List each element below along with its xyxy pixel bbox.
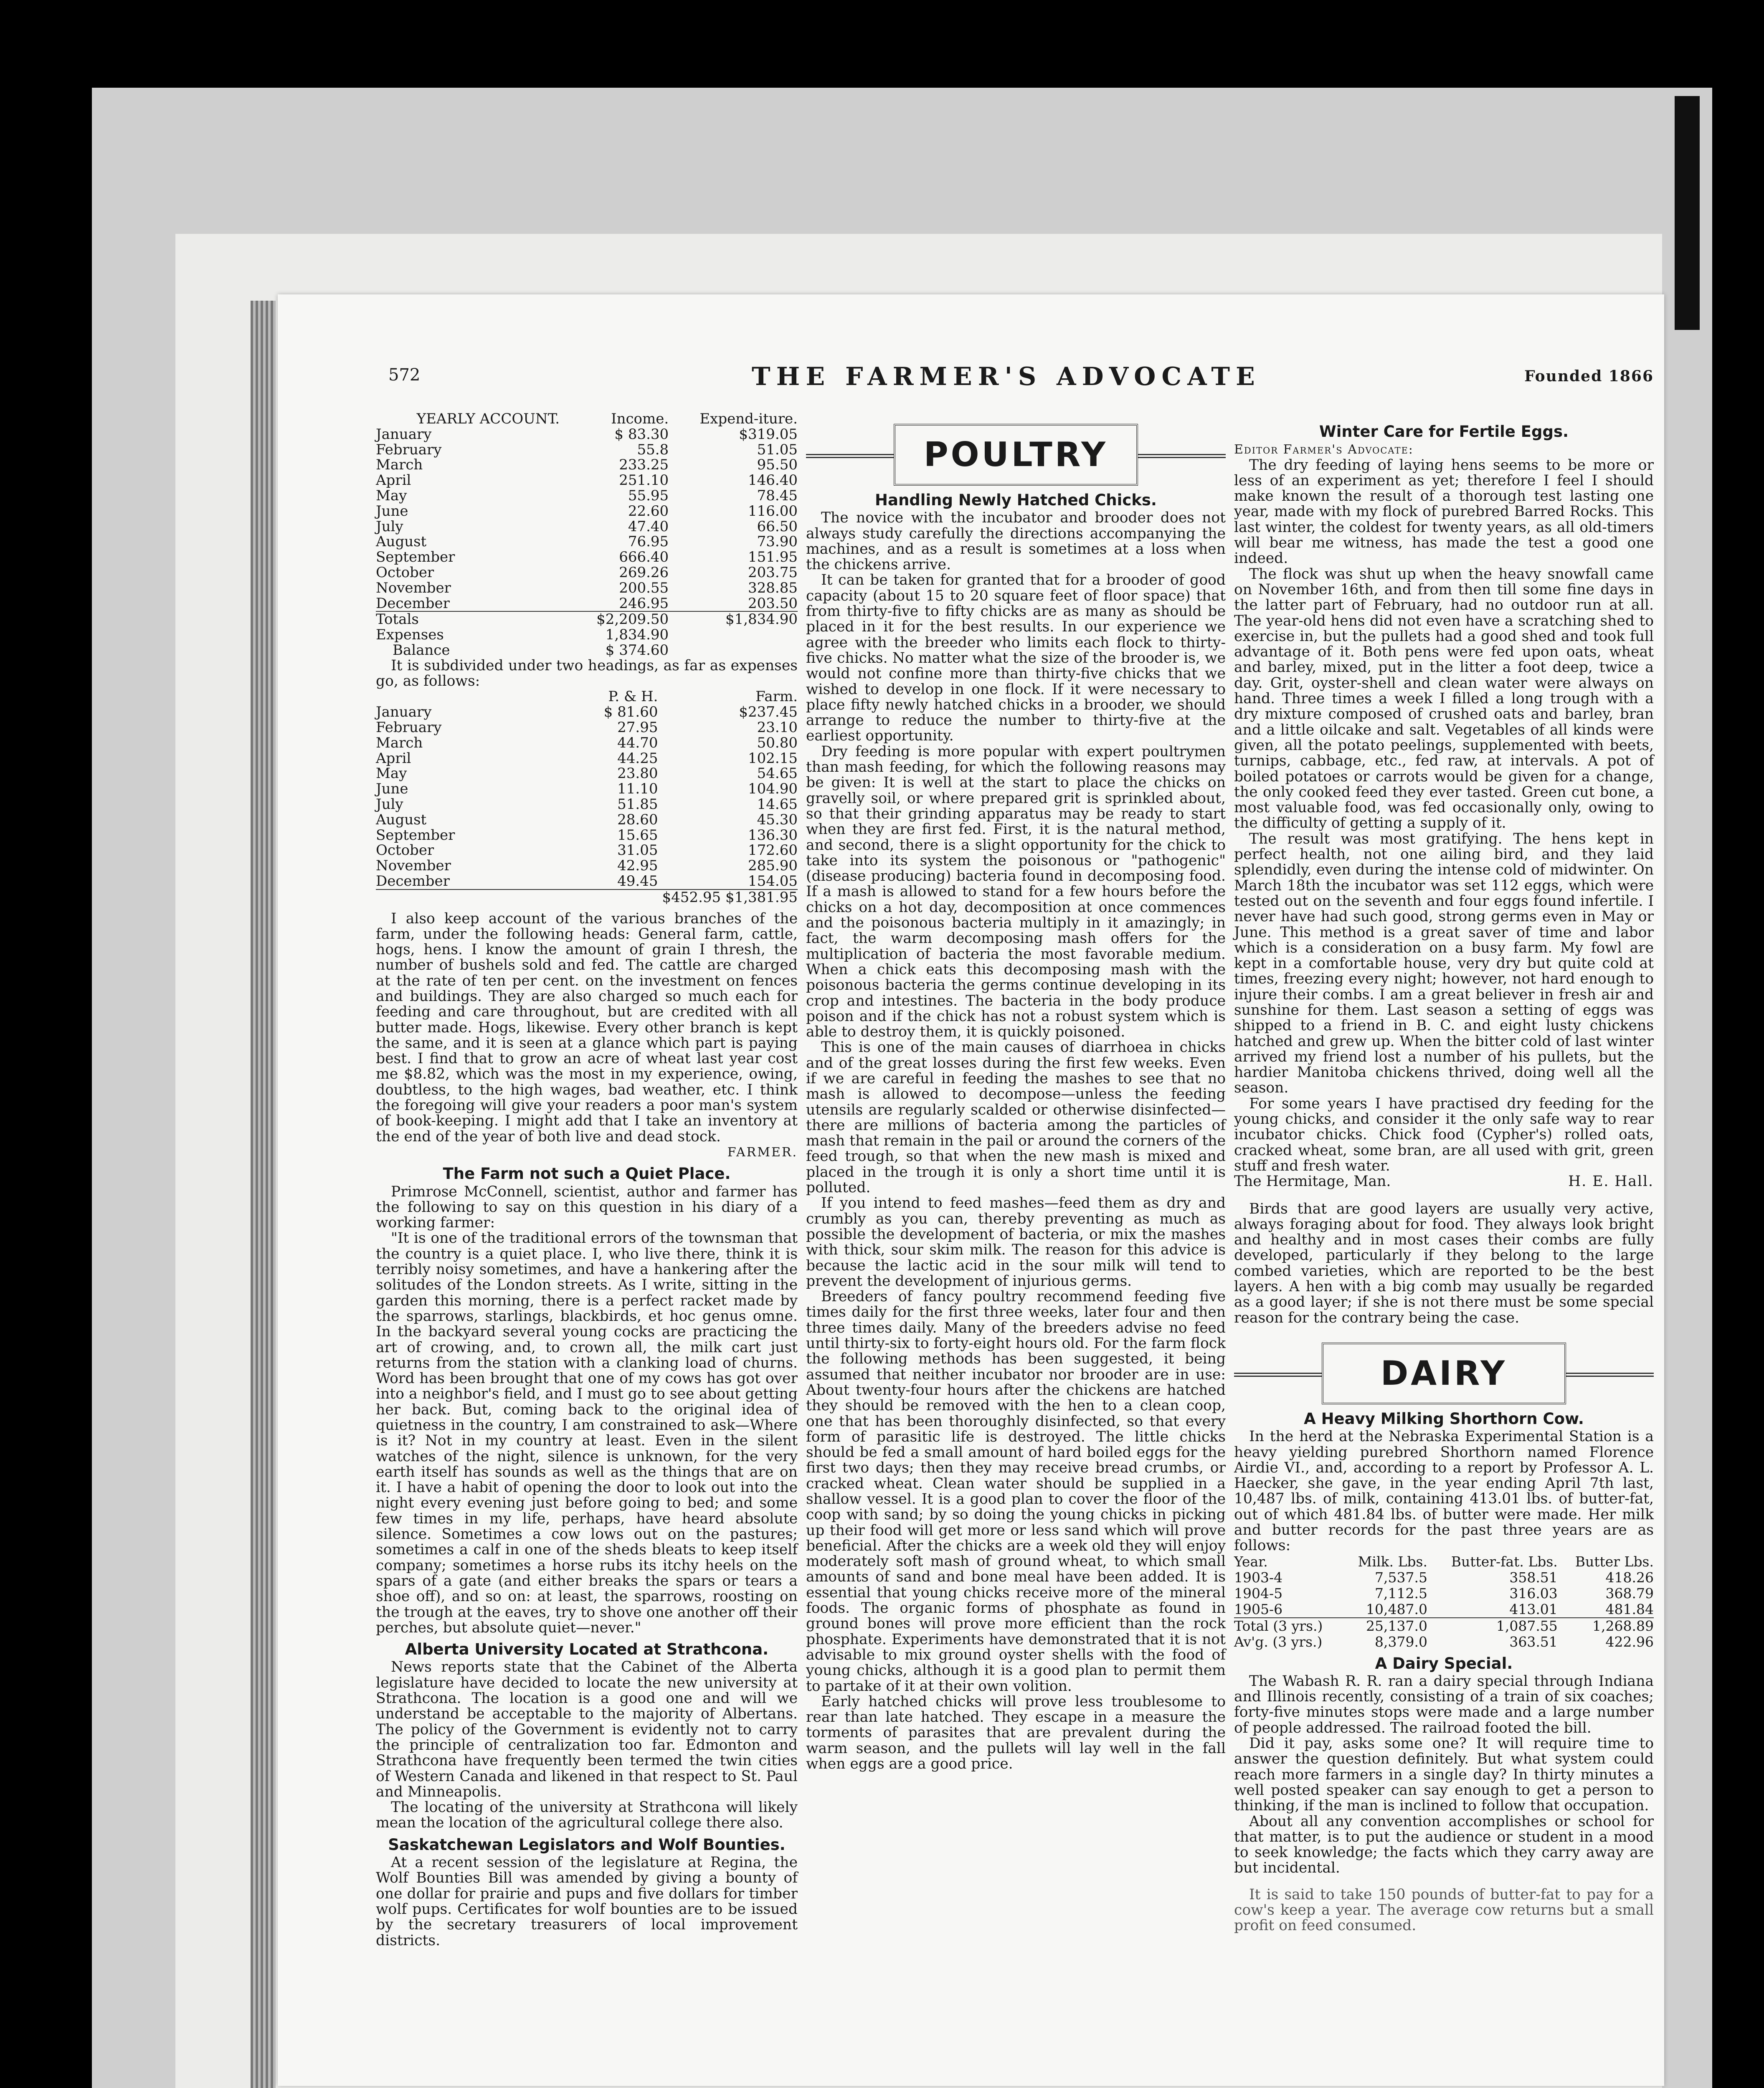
para-chicks-1: The novice with the incubator and brooder does not always study carefully the directions accompanying the machines, and as a result is sometimes at a loss when the chickens arrive. (806, 509, 1226, 573)
herd-avg-row: Av'g. (3 yrs.) 8,379.0 363.51 422.96 (1234, 1633, 1654, 1650)
branch-row: January $ 81.60 $237.45 (376, 704, 798, 721)
branch-row: August 28.60 45.30 (376, 811, 798, 828)
signature-hall (1234, 1174, 1654, 1189)
totals-income: $2,209.50 (572, 611, 669, 627)
branch-row: July 51.85 14.65 (376, 796, 798, 813)
heading-dairy-special: A Dairy Special. (1375, 1654, 1513, 1672)
account-row: July 47.40 66.50 (376, 518, 798, 535)
col-expend-header: Expend-iture. (700, 411, 798, 427)
account-row: October 269.26 203.75 (376, 564, 798, 581)
scan-edge-dark (1675, 96, 1700, 330)
heading-saskatchewan: Saskatchewan Legislators and Wolf Bounties. (388, 1835, 786, 1854)
para-butter-fat: It is said to take 150 pounds of butter-fat to pay for a cow's keep a year. The average cow returns but a small profit on feed consumed. (1234, 1886, 1654, 1934)
col-income-header: Income. (611, 411, 669, 427)
branch-row: December 49.45 154.05 (376, 872, 798, 889)
editor-salutation: Editor Farmer's Advocate: (1234, 442, 1414, 457)
account-row: November 200.55 328.85 (376, 579, 798, 596)
account-row: January $ 83.30 $319.05 (376, 426, 798, 443)
para-quiet-2: "It is one of the traditional errors of the townsman that the country is a quiet place. I, who live there, think it is terribly noisy sometimes, and have a hankering after the solitudes of the London streets. As I write, sitting in the garden this morning, there is a perfect racket made by the sparrows, starlings, blackbirds, et hoc genus omne. In the backyard several young cocks are practicing the art of crowing, and, to crown all, the milk cart just returns from the station with a clanking load of churns. Word has been brought that one of my cows has got over into a neighbor's field, and I must go to see about getting her back. But, coming back to the original idea of quietness in the country, I am constrained to ask—Where is it? Not in my country at least. Even in the silent watches of the night, silence is unknown, for the very earth itself has sounds as well as the things that are on it. I have a habit of opening the door to look out into the night every evening just before going to bed; and some few times in my life, perhaps, have heard absolute silence. Sometimes a cow lows out on the pastures; sometimes a calf in one of the sheds bleats to keep itself company; sometimes a horse rubs its itchy heels on the spars of a gate (and either breaks the spars or tears a shoe off), and so on: at least, the sparrows, roosting on the trough at the eaves, try to shove one another off their perches, but absolute quiet—never." (376, 1230, 798, 1636)
heading-alberta: Alberta University Located at Strathcona. (405, 1640, 769, 1659)
branch-row: March 44.70 50.80 (376, 734, 798, 751)
para-winter-2: The flock was shut up when the heavy snowfall came on November 16th, and from then till some fine days in the latter part of February, had no outdoor run at all. The year-old hens did not even have a scratching shed to exercise in, but the pullets had a good shed and took full advantage of it. Both pens were fed upon oats, wheat and barley, mixed, put in the litter a foot deep, twice a day. Grit, oyster-shell and clean water were always on hand. Three times a week I filled a long trough with a dry mixture composed of crushed oats and barley, bran and a little oilcake and salt. Vegetables of all kinds were given, all the potato peelings, supplemented with beets, turnips, cabbage, etc., fed raw, at intervals. A pot of boiled potatoes or carrots would be given for a change, the only cooked feed they ever tasted. Green cut bone, a most valuable food, was fed occasionally only, owing to the difficulty of getting a supply of it. (1234, 565, 1654, 832)
expenses-label: Expenses (376, 626, 444, 644)
para-special-1: The Wabash R. R. ran a dairy special through Indiana and Illinois recently, consisting of a train of six coaches; forty-five minutes stops were made and a large number of people addressed. The railroad footed the bill. (1234, 1672, 1654, 1736)
heading-chicks: Handling Newly Hatched Chicks. (875, 491, 1157, 509)
herd-total-row: Total (3 yrs.) 25,137.0 1,087.55 1,268.89 (1234, 1617, 1654, 1634)
para-chicks-6: Breeders of fancy poultry recommend feeding five times daily for the first three weeks, later four and then three times daily. Many of the breeders advise no feed until thirty-six to forty-eight hours old. For the farm flock the following methods has been suggested, it being assumed that neither incubator nor brooder are in use: About twenty-four hours after the chickens are hatched they should be removed with the hen to a clean coop, one that has been thoroughly disinfected, so that every form of parasitic life is destroyed. The little chicks should be fed a small amount of hard boiled eggs for the first two days; then they may receive bread crumbs, or cracked wheat. Clean water should be supplied in a shallow vessel. It is a good plan to cover the floor of the coop with sand; by so doing the young chicks in picking up their food will get more or less sand which will prove beneficial. After the chicks are a week old they will enjoy moderately soft mash of ground wheat, to which small amounts of sand and bone meal have been added. It is essential that young chicks receive more of the mineral foods. The organic forms of phosphate as found in ground bones will prove more efficient than the rock phosphate. Experiments have demonstrated that it is not advisable to mix ground oyster shells with the food of young chicks, although it is a good plan to permit them to partake of it at their own volition. (806, 1288, 1226, 1695)
column-1 (376, 411, 798, 1949)
para-shorthorn: In the herd at the Nebraska Experimental Station is a heavy yielding purebred Shorthorn named Florence Airdie VI., and, according to a report by Professor A. L. Haecker, she gave, in the year ending April 7th last, 10,487 lbs. of milk, containing 413.01 lbs. of butter-fat, out of which 481.84 lbs. of butter were made. Her milk and butter records for the past three years are as follows: (1234, 1428, 1654, 1554)
branch-account-table (376, 689, 798, 905)
branch-row: April 44.25 102.15 (376, 750, 798, 767)
masthead: THE FARMER'S ADVOCATE (752, 362, 1261, 391)
expenses-value: 1,834.90 (605, 626, 669, 644)
account-row: December 246.95 203.50 (376, 595, 798, 612)
branch-row: February 27.95 23.10 (376, 719, 798, 736)
para-saskatchewan: At a recent session of the legislature at Regina, the Wolf Bounties Bill was amended by giving a bounty of one dollar for prairie and pups and five dollars for timber wolf pups. Certificates for wolf bounties are to be issued by the secretary treasurers of local improvement districts. (376, 1854, 798, 1949)
heading-shorthorn: A Heavy Milking Shorthorn Cow. (1304, 1409, 1584, 1428)
balance-value: $ 374.60 (605, 641, 669, 659)
page-number: 572 (388, 365, 421, 385)
dairy-banner (1234, 1343, 1654, 1405)
account-row: August 76.95 73.90 (376, 533, 798, 550)
yearly-account-title: YEARLY ACCOUNT. (416, 411, 560, 427)
para-quiet-1: Primrose McConnell, scientist, author and farmer has the following to say on this question in his diary of a working farmer: (376, 1183, 798, 1232)
heading-quiet-place: The Farm not such a Quiet Place. (443, 1165, 731, 1183)
herd-header-row: Year. Milk. Lbs. Butter-fat. Lbs. Butter Lbs. (1234, 1553, 1654, 1570)
dairy-banner-title: DAIRY (1322, 1343, 1566, 1404)
para-chicks-4: This is one of the main causes of diarrhoea in chicks and of the great losses during the first few weeks. Even if we are careful in feeding the mashes to see that no mash is allowed to decompose—unless the feeding utensils are regularly scalded or otherwise disinfected—there are millions of bacteria among the particles of mash that remain in the pail or around the corners of the feed trough, so that when the new mash is mixed and placed in the trough it is only a short time until it is polluted. (806, 1039, 1226, 1196)
para-winter-1: The dry feeding of laying hens seems to be more or less of an experiment as yet; therefore I feel I should make known the result of a thorough test lasting one year, made with my flock of purebred Barred Rocks. This last winter, the coldest for twenty years, as all old-timers will bear me witness, has made the test a good one indeed. (1234, 456, 1654, 567)
signature-farmer: FARMER. (727, 1145, 798, 1160)
col-farm-header: Farm. (755, 688, 798, 705)
heading-winter-eggs: Winter Care for Fertile Eggs. (1319, 423, 1569, 441)
para-winter-3: The result was most gratifying. The hens kept in perfect health, not one ailing bird, and they laid splendidly, even during the intense cold of midwinter. On March 18th the incubator was set 112 eggs, which were tested out on the seventh and four eggs found infertile. I never have had such good, strong germs even in May or June. This method is a great saver of time and labor which is a consideration on a busy farm. My fowl are kept in a comfortable house, very dry but quite cold at times, freezing every night; however, not hard enough to injure their combs. I am a great believer in fresh air and sunshine for them. Last season a setting of eggs was shipped to a friend in B. C. and eight lusty chickens hatched and grew up. When the bitter cold of last winter arrived my friend lost a number of his pullets, but the hardier Manitoba chickens thrived, doing well all the season. (1234, 830, 1654, 1097)
account-row: February 55.8 51.05 (376, 441, 798, 458)
account-row: March 233.25 95.50 (376, 456, 798, 474)
signature-name: H. E. Hall. (1568, 1173, 1654, 1190)
para-winter-4: For some years I have practised dry feeding for the young chicks, and consider it the only safe way to rear incubator chicks. Chick food (Cypher's) rolled oats, cracked wheat, some bran, are all used with grit, green stuff and fresh water. (1234, 1095, 1654, 1174)
branch-row: June 11.10 104.90 (376, 780, 798, 798)
herd-row: 1905-6 10,487.0 413.01 481.84 (1234, 1601, 1654, 1617)
totals-expend: $1,834.90 (669, 611, 798, 627)
account-row: September 666.40 151.95 (376, 549, 798, 566)
para-good-layers: Birds that are good layers are usually very active, always foraging about for food. They always look bright and healthy and in most cases their combs are fully developed, particularly if they belong to the large combed varieties, which are reported to be the best layers. A hen with a big comb may usually be regarded as a good layer; if she is not there must be some special reason for the contrary being the case. (1234, 1200, 1654, 1326)
column-3 (1234, 424, 1654, 1934)
account-row: June 22.60 116.00 (376, 502, 798, 519)
branch-row: May 23.80 54.65 (376, 765, 798, 782)
para-alberta-1: News reports state that the Cabinet of the Alberta legislature have decided to locate the new university at Strathcona. The location is a good one and will we understand be acceptable to the majority of Albertans. The policy of the Government is evidently not to carry the principle of centralization too far. Edmonton and Strathcona have frequently been termed the twin cities of Western Canada and likened in that respect to St. Paul and Minneapolis. (376, 1659, 798, 1800)
account-row: April 251.10 146.40 (376, 472, 798, 489)
para-chicks-2: It can be taken for granted that for a brooder of good capacity (about 15 to 20 square feet of floor space) that from thirty-five to fifty chicks are as many as should be placed in it for the best results. In our experience we agree with the breeder who limits each flock to thirty-five chicks. No matter what the size of the brooder is, we would not confine more than thirty-five chicks that we wished to develop in one flock. If it were necessary to place fifty newly hatched chicks in a brooder, we should arrange to reduce the number to thirty-five at the earliest opportunity. (806, 572, 1226, 745)
para-alberta-2: The locating of the university at Strathcona will likely mean the location of the agricultural college there also. (376, 1799, 798, 1832)
para-special-2: Did it pay, asks some one? It will require time to answer the question definitely. But what system could reach more farmers in a single day? In thirty minutes a well posted speaker can say enough to get a person to thinking, if the man is inclined to follow that occupation. (1234, 1735, 1654, 1814)
branch-row: November 42.95 285.90 (376, 857, 798, 874)
balance-label: Balance (393, 641, 450, 659)
herd-row: 1903-4 7,537.5 358.51 418.26 (1234, 1569, 1654, 1586)
poultry-banner (806, 424, 1226, 487)
branch-row: September 15.65 136.30 (376, 826, 798, 844)
signature-place: The Hermitage, Man. (1234, 1173, 1391, 1190)
book-spine-left (251, 301, 276, 2088)
totals-label: Totals (376, 611, 572, 627)
para-chicks-5: If you intend to feed mashes—feed them as dry and crumbly as you can, thereby preventing as much as possible the development of bacteria, or mix the mashes with thick, sour skim milk. The reason for this advice is because the lactic acid in the sour milk will tend to prevent the development of injurious germs. (806, 1195, 1226, 1290)
account-row: May 55.95 78.45 (376, 487, 798, 504)
column-2 (806, 424, 1226, 1772)
herd-row: 1904-5 7,112.5 316.03 368.79 (1234, 1585, 1654, 1601)
page-header (388, 362, 1662, 395)
para-special-3: About all any convention accomplishes or school for that matter, is to put the audience or student in a mood to seek knowledge; the facts which they carry away are but incidental. (1234, 1813, 1654, 1877)
para-account: I also keep account of the various branches of the farm, under the following heads: General farm, cattle, hogs, hens. I know the amount of grain I thresh, the number of bushels sold and fed. The cattle are charged at the rate of ten per cent. on the investment on fences and buildings. They are also charged so much each for feeding and care throughout, but are credited with all butter made. Hogs, likewise. Every other branch is kept the same, and it is seen at a glance which part is paying best. I find that to grow an acre of wheat last year cost me $8.82, which was the most in my experience, owing, doubtless, to the high wages, bad weather, etc. I think the foregoing will give your readers a poor man's system of book-keeping. I might add that I take an inventory at the end of the year of both live and dead stock. (376, 910, 798, 1145)
para-chicks-3: Dry feeding is more popular with expert poultrymen than mash feeding, for which the following reasons may be given: It is well at the start to place the chicks on gravelly soil, or where prepared grit is sprinkled about, so that their grinding apparatus may be ready to start when they are first fed. First, it is the natural method, and second, there is a slight opportunity for the chick to take into its system the poisonous or "pathogenic" (disease producing) bacteria found in decomposing food. If a mash is allowed to stand for a few hours before the chicks on a hot day, decomposition at once commences and the poisonous bacteria multiply in it amazingly; in fact, the warm decomposing mash offers for the multiplication of bacteria the most favorable medium. When a chick eats this decomposing mash with the poisonous bacteria the germs continue developing in its crop and intestines. The bacteria in the body produce poison and if the chick has not a robust system which is able to destroy them, it is quickly poisoned. (806, 743, 1226, 1041)
branch-row: October 31.05 172.60 (376, 842, 798, 859)
poultry-banner-title: POULTRY (894, 424, 1138, 486)
founded-label: Founded 1866 (1524, 367, 1654, 385)
subdivided-text: It is subdivided under two headings, as far as expenses go, as follows: (376, 657, 798, 690)
para-chicks-7: Early hatched chicks will prove less troublesome to rear than late hatched. They escape in a measure the torments of parasites that are prevalent during the warm season, and the pullets will lay well in the fall when eggs are a good price. (806, 1693, 1226, 1773)
col-ph-header: P. & H. (608, 688, 658, 705)
herd-records-table (1234, 1554, 1654, 1650)
yearly-account-table (376, 411, 798, 658)
totals2: $452.95 $1,381.95 (528, 889, 798, 905)
